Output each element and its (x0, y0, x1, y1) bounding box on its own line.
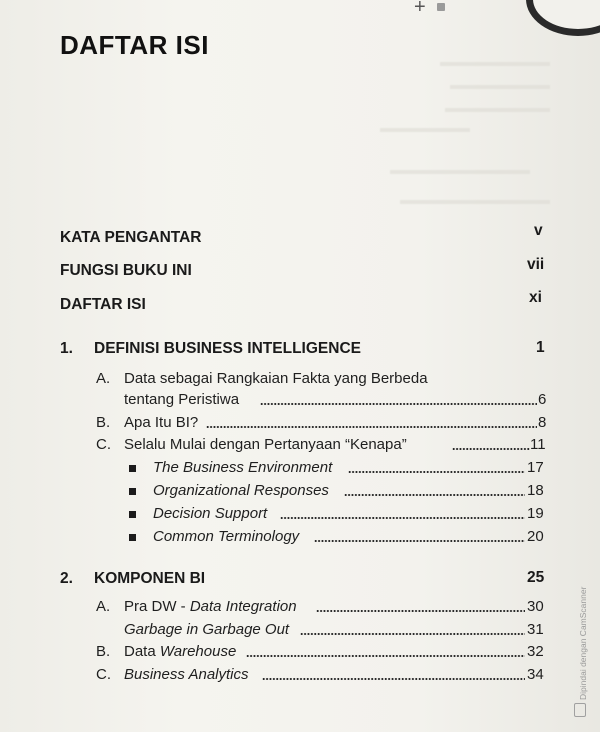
small-mark-icon (437, 3, 445, 11)
bleed-through-text (390, 170, 530, 174)
page-number: xi (529, 289, 542, 306)
page-number: vii (527, 256, 545, 273)
page-number: 34 (527, 666, 544, 683)
section-letter: C. (96, 666, 111, 683)
leader-dots (452, 448, 530, 450)
binder-ring-decoration (526, 0, 600, 36)
page-number: v (534, 222, 543, 239)
bleed-through-text (400, 200, 550, 204)
section-title: Data sebagai Rangkaian Fakta yang Berbeda (124, 370, 428, 387)
camscanner-logo-icon (574, 703, 586, 717)
bullet-icon (129, 511, 136, 518)
toc-entry-kata-pengantar: KATA PENGANTAR (60, 229, 202, 246)
page-number: 19 (527, 505, 544, 522)
toc-entry-fungsi-buku: FUNGSI BUKU INI (60, 262, 192, 279)
bullet-icon (129, 465, 136, 472)
section-letter: A. (96, 370, 111, 387)
plus-mark-icon: + (414, 0, 426, 18)
page-number: 31 (527, 621, 544, 638)
bullet-icon (129, 488, 136, 495)
section-subtitle: Garbage in Garbage Out (124, 621, 290, 638)
leader-dots (314, 540, 525, 542)
page-number: 25 (527, 569, 545, 586)
subsection-title: Decision Support (153, 505, 268, 522)
section-title: Business Analytics (124, 666, 249, 683)
chapter-title: KOMPONEN BI (94, 570, 206, 587)
chapter-number: 1. (60, 340, 73, 357)
page-number: 8 (538, 414, 547, 431)
leader-dots (300, 633, 525, 635)
bleed-through-text (450, 85, 550, 89)
leader-dots (348, 471, 525, 473)
leader-dots (344, 494, 525, 496)
subsection-title: Common Terminology (153, 528, 300, 545)
section-letter: B. (96, 414, 111, 431)
leader-dots (260, 403, 537, 405)
chapter-number: 2. (60, 570, 73, 587)
bullet-icon (129, 534, 136, 541)
subsection-title: Organizational Responses (153, 482, 329, 499)
bleed-through-text (445, 108, 550, 112)
page-number: 32 (527, 643, 544, 660)
page-number: 1 (536, 339, 545, 356)
page-number: 11 (530, 436, 546, 453)
section-title-continued: tentang Peristiwa (124, 391, 240, 408)
page-number: 20 (527, 528, 544, 545)
section-title: Data Warehouse (124, 643, 237, 660)
page-number: 30 (527, 598, 544, 615)
page-number: 17 (527, 459, 544, 476)
bleed-through-text (380, 128, 470, 132)
chapter-title: DEFINISI BUSINESS INTELLIGENCE (94, 340, 361, 357)
leader-dots (280, 517, 525, 519)
section-title: Pra DW - Data Integration (124, 598, 297, 615)
toc-entry-daftar-isi: DAFTAR ISI (60, 296, 146, 313)
section-title: Selalu Mulai dengan Pertanyaan “Kenapa” (124, 436, 407, 453)
leader-dots (316, 610, 525, 612)
bleed-through-text (440, 62, 550, 66)
leader-dots (246, 655, 525, 657)
subsection-title: The Business Environment (153, 459, 333, 476)
section-letter: A. (96, 598, 111, 615)
leader-dots (206, 426, 537, 428)
page-number: 6 (538, 391, 547, 408)
section-letter: C. (96, 436, 111, 453)
section-letter: B. (96, 643, 111, 660)
scanner-watermark: Dipindai dengan CamScanner (578, 586, 588, 700)
page-number: 18 (527, 482, 544, 499)
section-title: Apa Itu BI? (124, 414, 199, 431)
page-title: DAFTAR ISI (60, 30, 209, 60)
leader-dots (262, 678, 525, 680)
